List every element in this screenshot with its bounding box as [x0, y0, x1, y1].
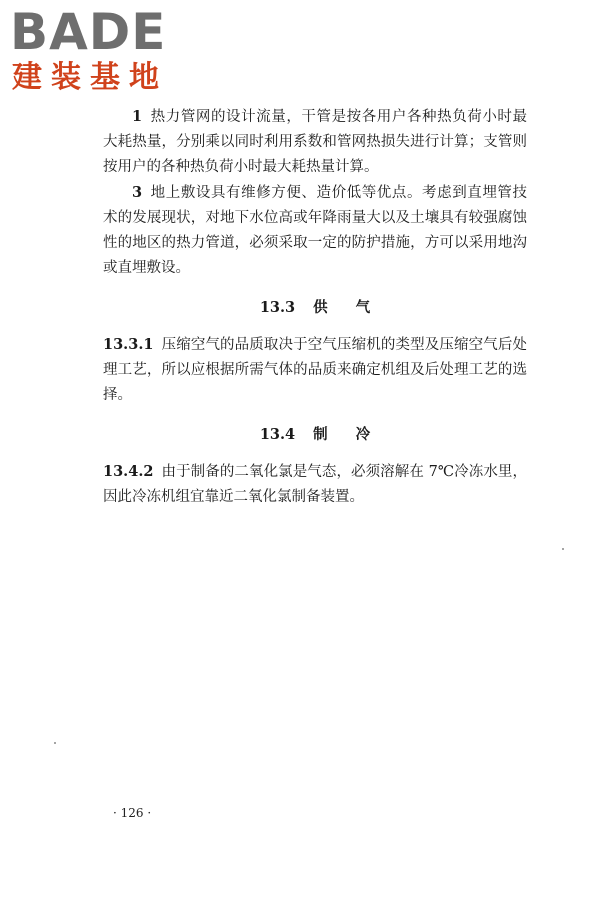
clause-13-4-2: [103, 459, 527, 510]
section-title-char-1: 制: [313, 426, 328, 443]
logo-chinese-text: 建装基地: [12, 60, 168, 95]
item-number: 3: [132, 184, 143, 201]
clause-13-3-1: [103, 332, 527, 408]
logo-latin-text: BADE: [10, 3, 167, 61]
item-text: 地上敷设具有维修方便、造价低等优点。考虑到直埋管技术的发展现状，对地下水位高或年降雨量大以及土壤具有较强腐蚀性的地区的热力管道，必须采取一定的防护措施，方可以采用地沟或直埋敷设。: [103, 185, 527, 276]
section-title-char-2: 气: [355, 299, 371, 316]
section-heading-13-4: [103, 422, 527, 447]
clause-text: 压缩空气的品质取决于空气压缩机的类型及压缩空气后处理工艺，所以应根据所需气体的品质来确定机组及后处理工艺的选择。: [103, 337, 527, 403]
section-number: 13.3: [259, 299, 296, 316]
paragraph-item-1: [103, 104, 527, 180]
clause-text: 由于制备的二氧化氯是气态，必须溶解在 7℃冷冻水里，因此冷冻机组宜靠近二氧化氯制备装置。: [103, 464, 527, 505]
document-body: [103, 104, 527, 510]
section-number: 13.4: [259, 426, 296, 443]
bade-logo: [10, 3, 180, 96]
page-number: · 126 ·: [113, 806, 152, 820]
paragraph-item-3: [103, 180, 527, 281]
clause-number: 13.4.2: [103, 463, 154, 480]
scan-speck: [562, 548, 564, 550]
section-heading-13-3: [103, 295, 527, 320]
item-text: 热力管网的设计流量，干管是按各用户各种热负荷小时最大耗热量，分别乘以同时利用系数和管网热损失进行计算；支管则按用户的各种热负荷小时最大耗热量计算。: [103, 109, 527, 175]
section-title-char-2: 冷: [355, 426, 371, 443]
item-number: 1: [132, 108, 143, 125]
scan-speck: [54, 742, 56, 744]
section-title-char-1: 供: [313, 299, 328, 316]
clause-number: 13.3.1: [103, 336, 154, 353]
